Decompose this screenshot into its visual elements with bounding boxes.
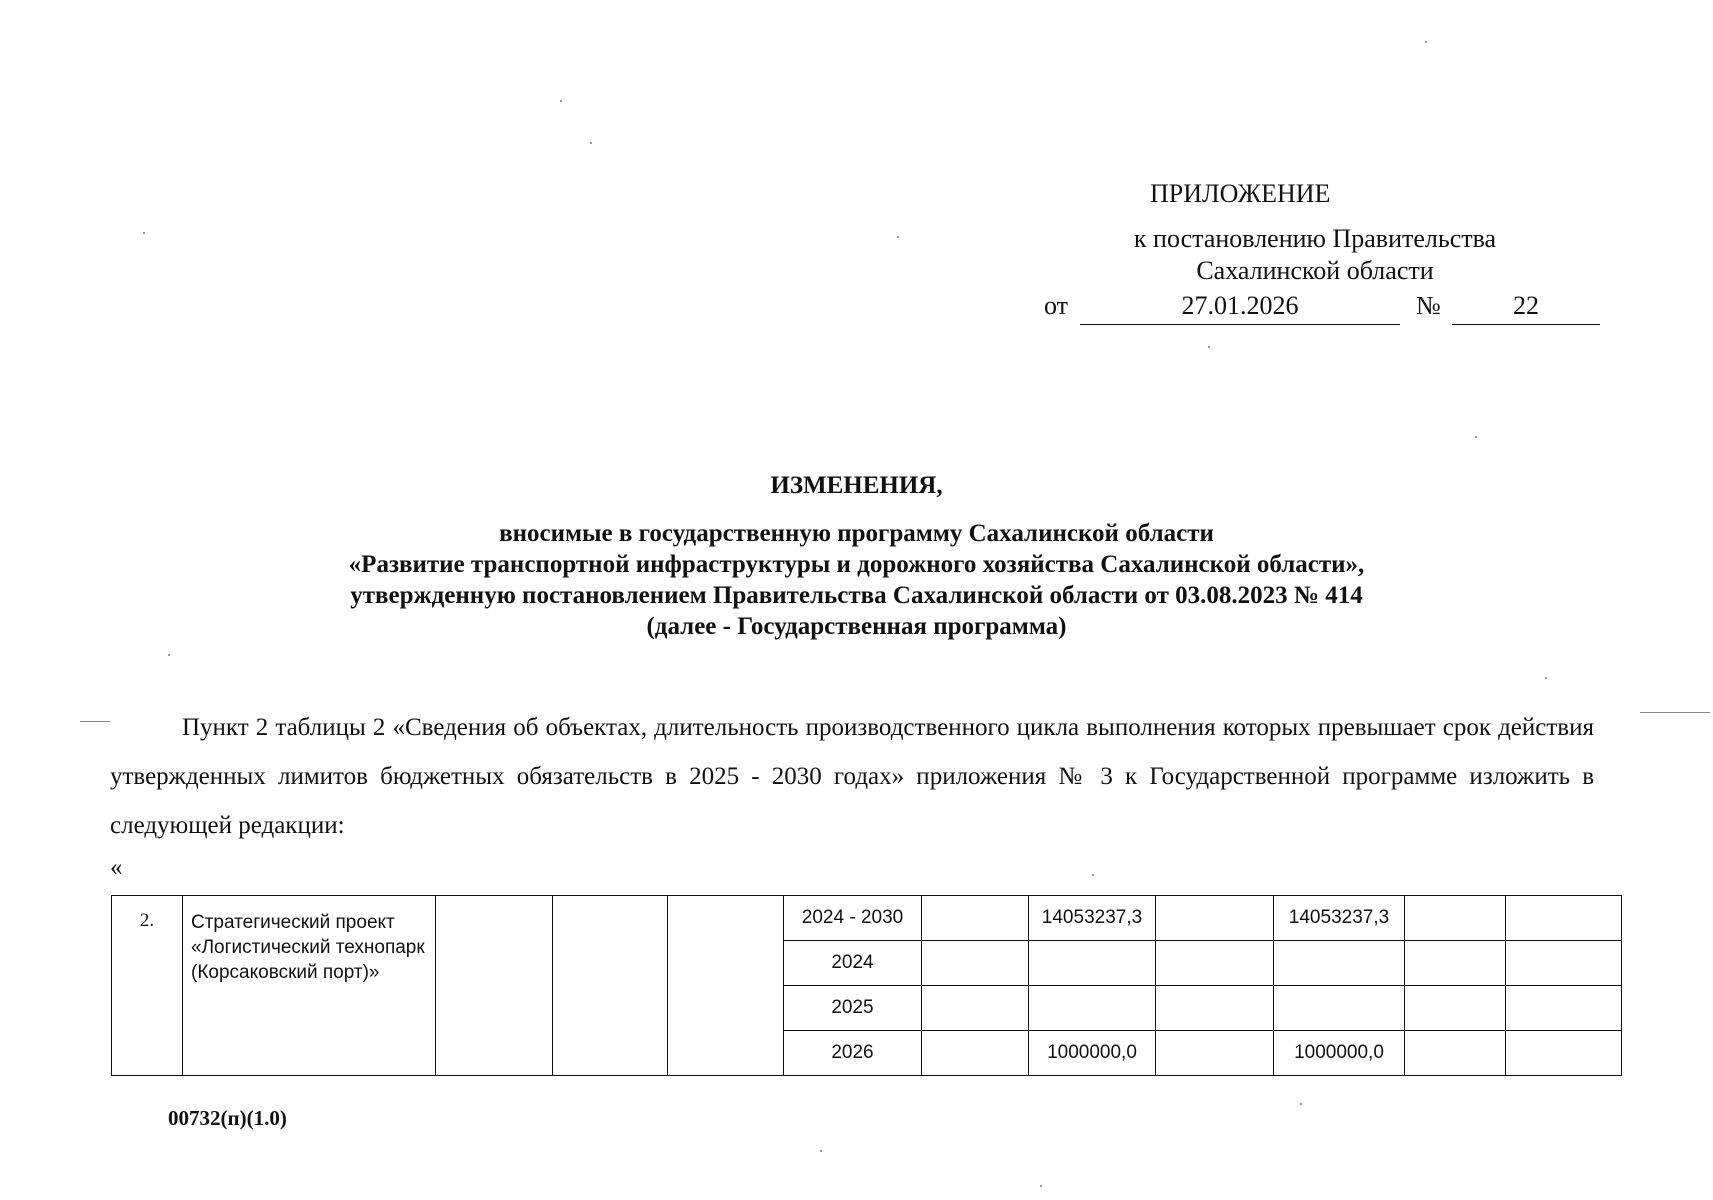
appendix-line-1: к постановлению Правительства — [1133, 224, 1497, 253]
value-cell — [1156, 941, 1274, 986]
value-cell — [1274, 941, 1405, 986]
value-cell — [1029, 986, 1156, 1031]
scan-artifact — [143, 232, 145, 234]
value-cell — [922, 896, 1029, 941]
number-sign: № — [1416, 291, 1441, 320]
body-text — [110, 703, 1594, 850]
period-cell: 2024 — [784, 941, 922, 986]
heading-main: ИЗМЕНЕНИЯ, — [770, 472, 943, 499]
appendix-title: ПРИЛОЖЕНИЕ — [1150, 179, 1331, 208]
row-number: 2. — [112, 896, 183, 1076]
appendix-block — [1030, 178, 1600, 287]
value-cell: 1000000,0 — [1029, 1031, 1156, 1076]
table-cell — [553, 896, 668, 1076]
object-name: Стратегический проект «Логистический технопарк (Корсаковский порт)» — [183, 896, 436, 1076]
heading-line-4: (далее - Государственная программа) — [646, 613, 1067, 640]
table-cell — [668, 896, 784, 1076]
value-cell: 14053237,3 — [1274, 896, 1405, 941]
appendix-line-2: Сахалинской области — [1196, 256, 1434, 285]
value-cell: 1000000,0 — [1274, 1031, 1405, 1076]
value-cell — [1405, 986, 1506, 1031]
scan-artifact — [897, 236, 899, 238]
period-cell: 2026 — [784, 1031, 922, 1076]
scan-artifact — [1425, 41, 1427, 43]
document-code: 00732(п)(1.0) — [168, 1106, 287, 1130]
scan-artifact — [168, 654, 170, 656]
open-quote: « — [110, 854, 123, 881]
body-paragraph: Пункт 2 таблицы 2 «Сведения об объектах, длительность производственного цикла выполнения которых превышает срок действия утвержденных лимитов бюджетных обязательств в 2025 - 2030 годах» приложения № 3 к Государственной программе изложить в следующей редакции: — [110, 714, 1594, 839]
table-row — [112, 896, 1622, 941]
heading-line-2: «Развитие транспортной инфраструктуры и дорожного хозяйства Сахалинской области», — [348, 551, 1365, 578]
scan-artifact — [560, 100, 562, 102]
heading-line-1: вносимые в государственную программу Сахалинской области — [499, 520, 1214, 547]
date-prefix: от — [1044, 291, 1069, 320]
scan-artifact — [1208, 346, 1210, 348]
value-cell — [1506, 1031, 1622, 1076]
scan-artifact — [80, 721, 110, 722]
value-cell — [1405, 1031, 1506, 1076]
value-cell — [1274, 986, 1405, 1031]
value-cell — [1156, 896, 1274, 941]
period-cell: 2024 - 2030 — [784, 896, 922, 941]
value-cell — [922, 986, 1029, 1031]
heading-line-3: утвержденную постановлением Правительства Сахалинской области от 03.08.2023 № 414 — [350, 582, 1363, 609]
value-cell — [1029, 941, 1156, 986]
value-cell — [922, 1031, 1029, 1076]
resolution-date: 27.01.2026 — [1080, 290, 1400, 325]
value-cell — [1156, 1031, 1274, 1076]
value-cell — [922, 941, 1029, 986]
value-cell — [1156, 986, 1274, 1031]
value-cell — [1405, 896, 1506, 941]
scan-artifact — [1300, 1103, 1302, 1105]
scan-artifact — [590, 142, 592, 144]
scan-artifact — [1640, 712, 1710, 713]
resolution-number: 22 — [1452, 290, 1600, 325]
objects-table — [111, 895, 1622, 1076]
value-cell: 14053237,3 — [1029, 896, 1156, 941]
scan-artifact — [1092, 874, 1094, 876]
value-cell — [1506, 896, 1622, 941]
table-cell — [436, 896, 553, 1076]
scan-artifact — [820, 1150, 822, 1152]
document-heading — [0, 470, 1713, 642]
scan-artifact — [1545, 677, 1547, 679]
scan-artifact — [1475, 436, 1477, 438]
period-cell: 2025 — [784, 986, 922, 1031]
value-cell — [1405, 941, 1506, 986]
value-cell — [1506, 986, 1622, 1031]
scan-artifact — [1040, 1185, 1042, 1187]
value-cell — [1506, 941, 1622, 986]
